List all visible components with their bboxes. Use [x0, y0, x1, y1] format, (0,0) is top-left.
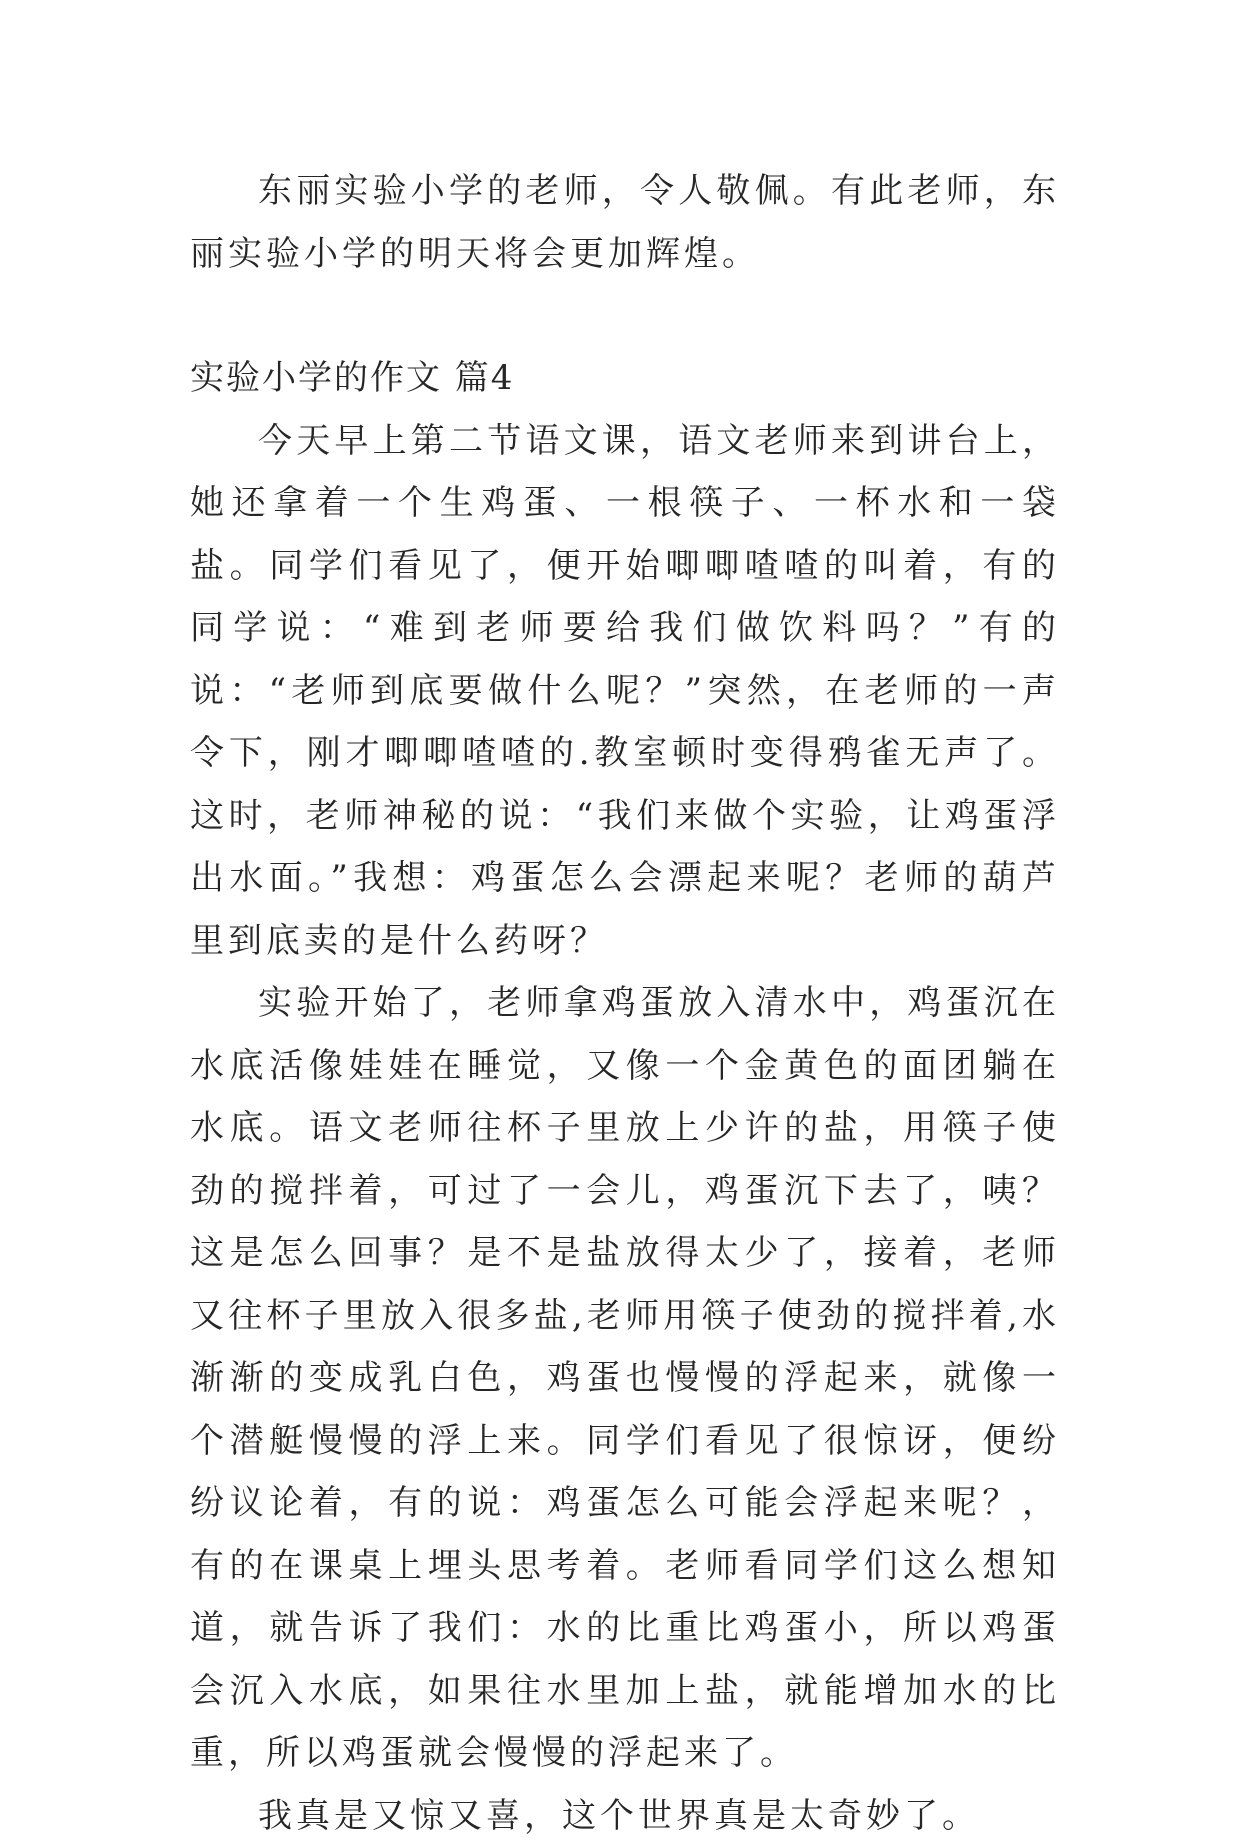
intro-paragraph: 东丽实验小学的老师，令人敬佩。有此老师，东丽实验小学的明天将会更加辉煌。 [190, 160, 1060, 285]
section-heading: 实验小学的作文 篇4 [190, 347, 1060, 410]
body-paragraph-2: 实验开始了，老师拿鸡蛋放入清水中，鸡蛋沉在水底活像娃娃在睡觉，又像一个金黄色的面团躺在水底。语文老师往杯子里放上少许的盐，用筷子使劲的搅拌着，可过了一会儿，鸡蛋沉下去了，咦？这是怎么回事？是不是盐放得太少了，接着，老师又往杯子里放入很多盐,老师用筷子使劲的搅拌着,水渐渐的变成乳白色，鸡蛋也慢慢的浮起来，就像一个潜艇慢慢的浮上来。同学们看见了很惊讶，便纷纷议论着，有的说：鸡蛋怎么可能会浮起来呢？，有的在课桌上埋头思考着。老师看同学们这么想知道，就告诉了我们：水的比重比鸡蛋小，所以鸡蛋会沉入水底，如果往水里加上盐，就能增加水的比重，所以鸡蛋就会慢慢的浮起来了。 [190, 972, 1060, 1785]
document-body [190, 160, 1060, 1847]
section-spacer [190, 285, 1060, 347]
body-paragraph-3: 我真是又惊又喜，这个世界真是太奇妙了。 [190, 1785, 1060, 1847]
body-paragraph-1: 今天早上第二节语文课，语文老师来到讲台上，她还拿着一个生鸡蛋、一根筷子、一杯水和一袋盐。同学们看见了，便开始唧唧喳喳的叫着，有的同学说：“难到老师要给我们做饮料吗？”有的说：“老师到底要做什么呢？”突然，在老师的一声令下，刚才唧唧喳喳的.教室顿时变得鸦雀无声了。这时，老师神秘的说：“我们来做个实验，让鸡蛋浮出水面。”我想：鸡蛋怎么会漂起来呢？老师的葫芦里到底卖的是什么药呀？ [190, 410, 1060, 973]
